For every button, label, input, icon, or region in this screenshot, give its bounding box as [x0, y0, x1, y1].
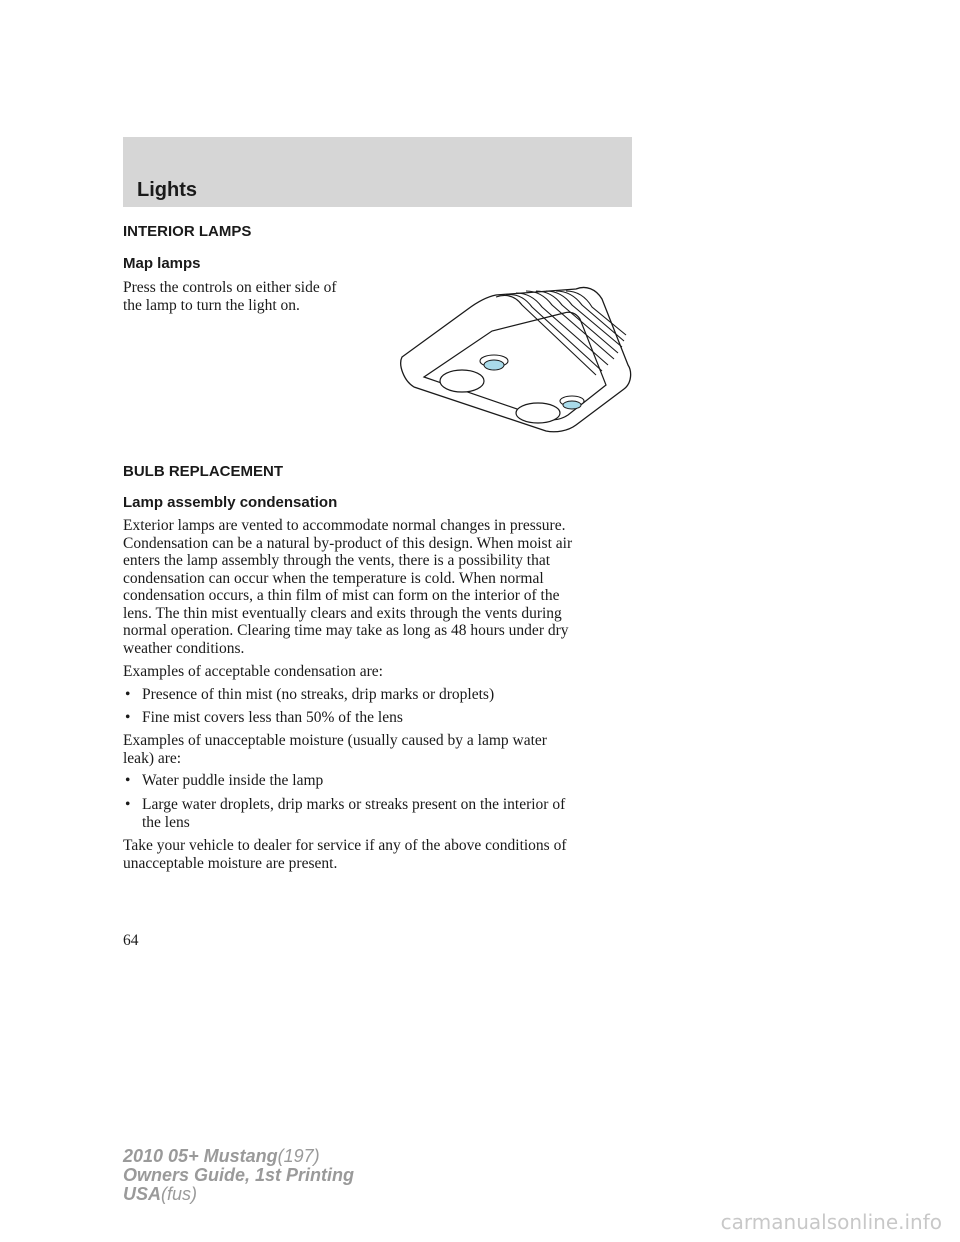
lamp-condensation-subheading: Lamp assembly condensation	[123, 494, 338, 511]
condensation-paragraph-line: Exterior lamps are vented to accommodate normal changes in pressure.	[123, 517, 566, 534]
acceptable-item-text: Presence of thin mist (no streaks, drip marks or droplets)	[142, 686, 495, 703]
watermark: carmanualsonline.info	[720, 1210, 942, 1234]
footer-market-code: (fus)	[161, 1184, 198, 1204]
condensation-paragraph-line: weather conditions.	[123, 640, 245, 657]
condensation-paragraph-line: condensation occurs, a thin film of mist can form on the interior of the	[123, 587, 560, 604]
page-number: 64	[123, 932, 139, 949]
bullet-marker: •	[125, 686, 131, 703]
unacceptable-item	[125, 796, 565, 831]
interior-lamps-heading: INTERIOR LAMPS	[123, 223, 252, 240]
section-title: Lights	[137, 179, 197, 201]
left-lamp-lens	[440, 370, 484, 392]
bulb-replacement-heading: BULB REPLACEMENT	[123, 463, 283, 480]
condensation-paragraph-line: normal operation. Clearing time may take as long as 48 hours under dry	[123, 622, 569, 639]
closing-line: Take your vehicle to dealer for service if any of the above conditions of	[123, 837, 567, 854]
condensation-paragraph-line: enters the lamp assembly through the vents, there is a possibility that	[123, 552, 551, 569]
unacceptable-item-text: Large water droplets, drip marks or streaks present on the interior of	[142, 796, 566, 813]
document-footer	[123, 1147, 354, 1204]
right-lamp-button	[560, 396, 584, 409]
condensation-paragraph-line: condensation can occur when the temperature is cold. When normal	[123, 570, 544, 587]
unacceptable-intro-line: Examples of unacceptable moisture (usually caused by a lamp water	[123, 732, 547, 749]
footer-model: 2010 05+ Mustang	[123, 1146, 278, 1166]
closing-line: unacceptable moisture are present.	[123, 855, 338, 872]
condensation-paragraph-line: Condensation can be a natural by-product of this design. When moist air	[123, 535, 573, 552]
acceptable-intro: Examples of acceptable condensation are:	[123, 663, 383, 680]
footer-market: USA	[123, 1184, 162, 1204]
bullet-marker: •	[125, 772, 131, 789]
section-header-band	[123, 137, 632, 207]
map-lamps-text-line-1: Press the controls on either side of	[123, 279, 337, 296]
bullet-marker: •	[125, 796, 131, 813]
acceptable-item	[125, 709, 403, 727]
condensation-paragraph-line: lens. The thin mist eventually clears and exits through the vents during	[123, 605, 562, 622]
unacceptable-intro-line: leak) are:	[123, 750, 182, 767]
footer-model-code: (197)	[277, 1146, 320, 1166]
map-lamps-subheading: Map lamps	[123, 255, 201, 272]
map-lamp-illustration	[396, 285, 634, 433]
acceptable-item-text: Fine mist covers less than 50% of the lens	[142, 709, 403, 726]
unacceptable-item-text: the lens	[142, 813, 190, 831]
footer-printing: Owners Guide, 1st Printing	[123, 1165, 355, 1185]
bullet-marker: •	[125, 709, 131, 726]
acceptable-item	[125, 686, 494, 704]
unacceptable-item	[125, 772, 323, 790]
map-lamps-text-line-2: the lamp to turn the light on.	[123, 297, 300, 314]
unacceptable-item-text: Water puddle inside the lamp	[142, 772, 324, 789]
right-lamp-lens	[516, 403, 560, 423]
